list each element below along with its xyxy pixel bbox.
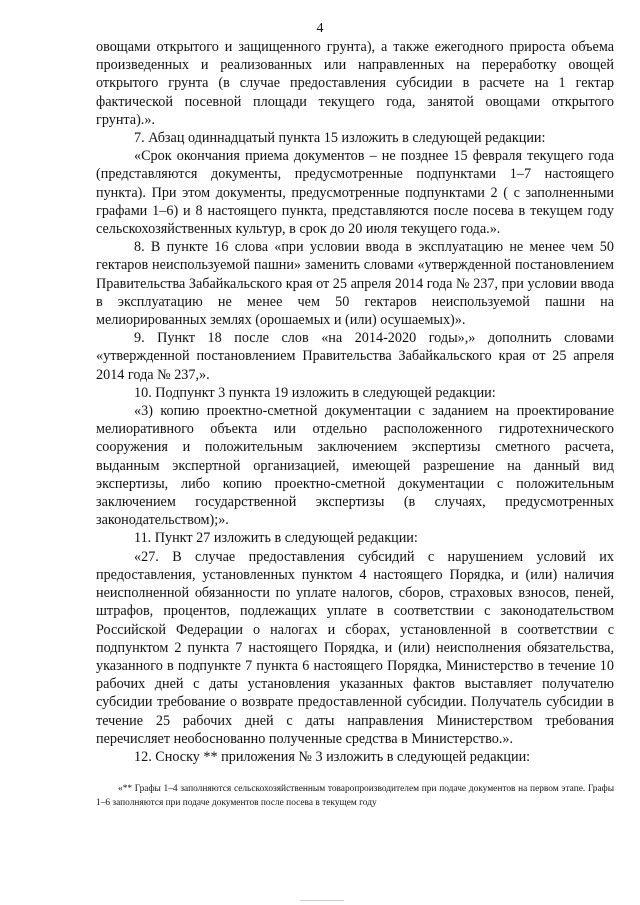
paragraph-item-7: 7. Абзац одиннадцатый пункта 15 изложить в следующей редакции: [134,130,546,147]
paragraph-item-8: 8. В пункте 16 слова «при условии ввода в эксплуатацию не менее чем 50 гектаров неиспользуемой пашни» заменить словами «утвержденной постановлением Правительства Забайкальского края от 25 апреля 2014 года № 237, при условии ввода в эксплуатацию не менее чем 50 гектаров неиспользуемой пашни на мелиорированных землях (орошаемых и (или) осушаемых)». [96,239,614,329]
page-number: 4 [316,21,324,36]
bottom-divider [300,900,344,901]
paragraph-item-9: 9. Пункт 18 после слов «на 2014-2020 годы»,» дополнить словами «утвержденной постановлением Правительства Забайкальского края от 25 апреля 2014 года № 237,». [96,330,614,383]
paragraph-quote-item-27: «27. В случае предоставления субсидий с нарушением условий их предоставления, установленных пунктом 4 настоящего Порядка, и (или) наличия неисполненной обязанности по уплате налогов, сборов, страховых взносов, пеней, штрафов, процентов, подлежащих уплате в соответствии с законодательством Российской Федерации о налогах и сборах, установленной в соответствии с подпунктом 2 пункта 7 настоящего Порядка, и (или) неисполнения обязательства, указанного в подпункте 7 пункта 6 настоящего Порядка, Министерство в течение 10 рабочих дней с даты установления указанных фактов выставляет получателю субсидии требование о возврате предоставленной субсидии. Получатель субсидии в течение 25 рабочих дней с даты направления Министерством требования перечисляет необоснованно полученные средства в Министерство.». [96,548,614,747]
paragraph-item-12: 12. Сноску ** приложения № 3 изложить в следующей редакции: [134,748,531,765]
paragraph-quote-subitem-3: «3) копию проектно-сметной документации с заданием на проектирование мелиоративного объекта или отдельно расположенного гидротехнического сооружения и положительным заключением экспертизы сметного расчета, выданным экспертной организацией, имеющей разрешение на данный вид экспертизы, либо копию проектно-сметной документации с положительным заключением государственной экспертизы (в случаях, предусмотренных законодательством);». [96,403,614,529]
footnote-text: «** Графы 1–4 заполняются сельскохозяйственным товаропроизводителем при подаче документов на первом этапе. Графы 1–6 заполняются при подаче документов после посева в текущем году [96,784,614,808]
paragraph-quote-deadline: «Срок окончания приема документов – не позднее 15 февраля текущего года (представляются документы, предусмотренные подпунктами 1–7 настоящего пункта). При этом документы, предусмотренные подпунктами 2 ( с заполненными графами 1–6) и 8 настоящего пункта, представляются после посева в текущем году сельскохозяйственных культур, в срок до 20 июля текущего года.». [96,148,614,238]
paragraph-item-11: 11. Пункт 27 изложить в следующей редакции: [134,530,418,547]
document-body [96,38,614,766]
paragraph-continuation: овощами открытого и защищенного грунта), а также ежегодного прироста объема произведенных и реализованных или направленных на переработку овощей открытого грунта (в случае предоставления субсидии в расчете на 1 гектар фактической посевной площади текущего года, занятой овощами открытого грунта).». [96,39,614,128]
paragraph-item-10: 10. Подпункт 3 пункта 19 изложить в следующей редакции: [134,384,496,401]
